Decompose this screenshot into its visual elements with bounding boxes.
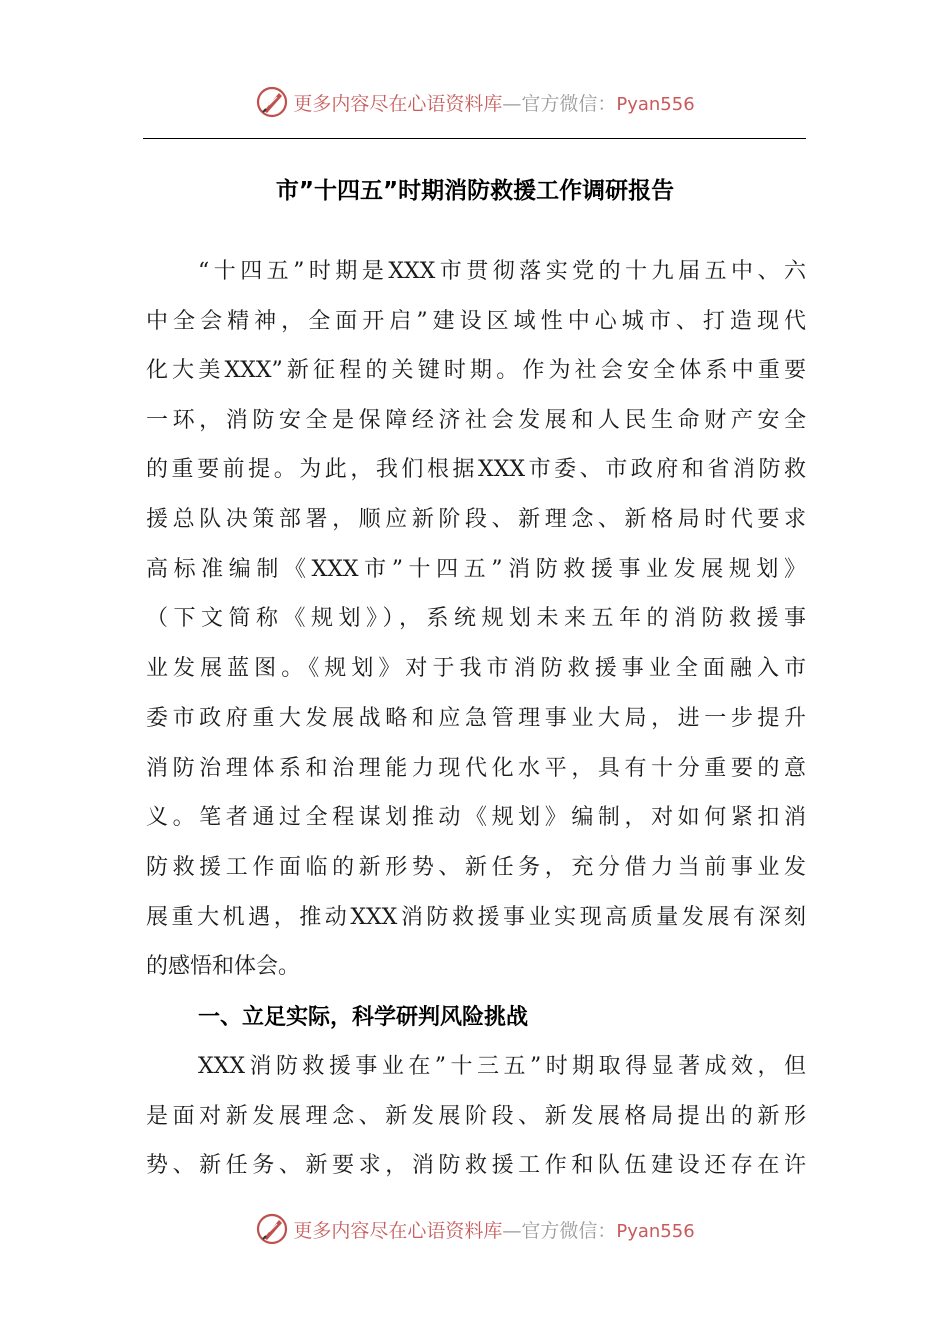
paragraph-line: 中全会精神，全面开启”建设区域性中心城市、打造现代 [146,309,806,334]
quill-logo-icon [255,1212,289,1246]
paragraph-line: 义。笔者通过全程谋划推动《规划》编制，对如何紧扣消 [146,805,806,830]
paragraph-line: 业发展蓝图。《规划》对于我市消防救援事业全面融入市 [146,656,806,681]
paragraph-line: 一环，消防安全是保障经济社会发展和人民生命财产安全 [146,408,806,433]
paragraph-line: 是面对新发展理念、新发展阶段、新发展格局提出的新形 [146,1104,806,1129]
paragraph-line: 化大美XXX”新征程的关键时期。作为社会安全体系中重要 [146,358,806,383]
paragraph-line: （下文简称《规划》），系统规划未来五年的消防救援事 [146,606,806,631]
footer-banner [0,1209,950,1249]
paragraph-line: 委市政府重大发展战略和应急管理事业大局，进一步提升 [146,706,806,731]
section-heading: 一、立足实际，科学研判风险挑战 [198,1005,529,1030]
paragraph-line: 的重要前提。为此，我们根据XXX市委、市政府和省消防救 [146,457,806,482]
paragraph-line: 势、新任务、新要求，消防救援工作和队伍建设还存在许 [146,1153,806,1178]
header-divider [143,138,806,139]
paragraph-line: “十四五”时期是XXX市贯彻落实党的十九届五中、六 [198,259,806,284]
paragraph-line: 防救援工作面临的新形势、新任务，充分借力当前事业发 [146,855,806,880]
banner-text: 更多内容尽在心语资料库—官方微信：Pyan556 [293,1219,695,1242]
paragraph-line: 的感悟和体会。 [146,954,301,979]
paragraph-line: 展重大机遇，推动XXX消防救援事业实现高质量发展有深刻 [146,905,806,930]
paragraph-line: 高标准编制《XXX市”十四五”消防救援事业发展规划》 [146,557,806,582]
quill-logo-icon [255,85,289,119]
paragraph-line: 消防治理体系和治理能力现代化水平，具有十分重要的意 [146,756,806,781]
header-banner [0,82,950,122]
paragraph-line: 援总队决策部署，顺应新阶段、新理念、新格局时代要求 [146,507,806,532]
banner-text: 更多内容尽在心语资料库—官方微信：Pyan556 [293,92,695,115]
paragraph-line: XXX消防救援事业在”十三五”时期取得显著成效，但 [198,1054,806,1079]
document-title: 市”十四五”时期消防救援工作调研报告 [275,178,675,204]
